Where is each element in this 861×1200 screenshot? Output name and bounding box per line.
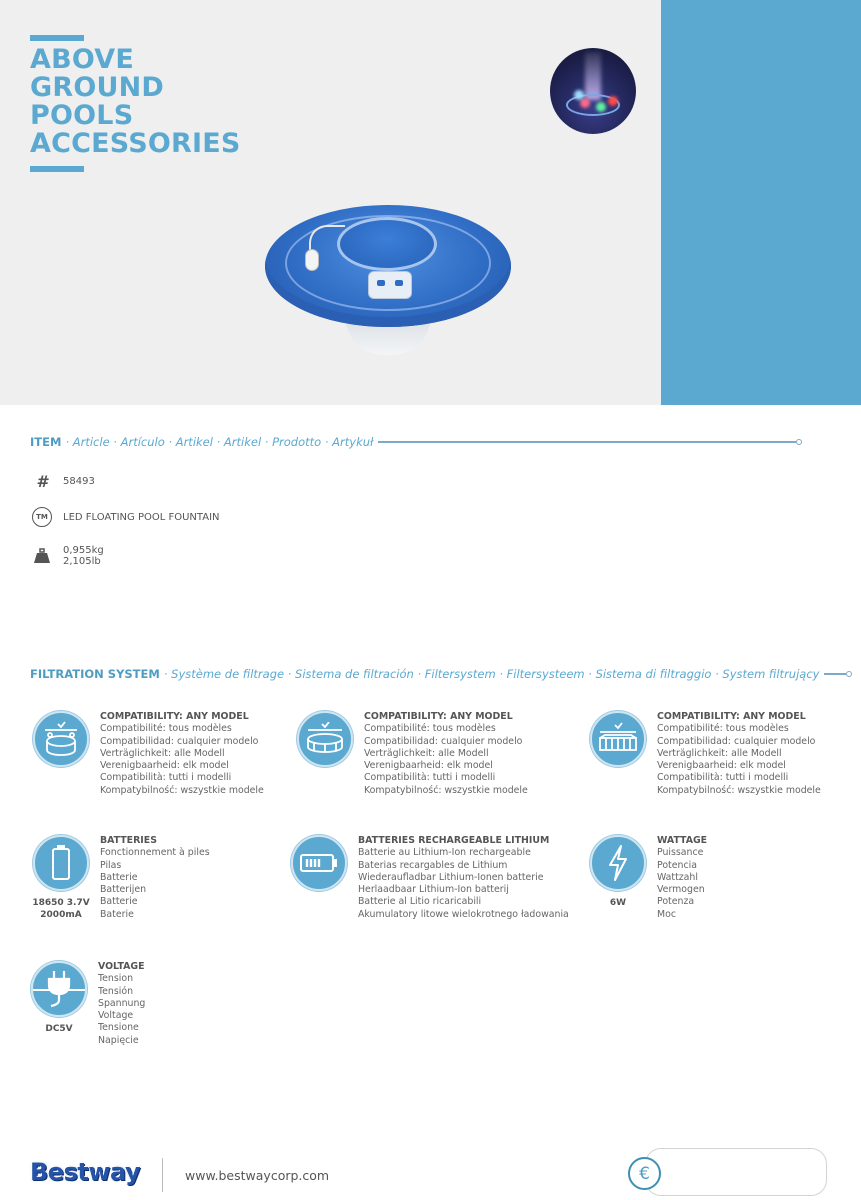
product-image <box>265 205 511 355</box>
page-title <box>30 46 241 158</box>
website-link[interactable]: www.bestwaycorp.com <box>185 1168 330 1183</box>
trademark-icon: TM <box>32 507 52 527</box>
plug-icon <box>31 961 87 1017</box>
spec-compatibility-round-frame <box>296 711 528 797</box>
lightning-icon <box>590 835 646 891</box>
heading-strong: FILTRATION SYSTEM <box>30 667 160 681</box>
footer-divider <box>162 1158 163 1192</box>
title-line: ACCESSORIES <box>30 128 241 159</box>
spec-text: VOLTAGE Tension Tensión Spannung Voltage Tensione Napięcie <box>98 961 146 1046</box>
spec-compatibility-inflatable <box>32 711 264 797</box>
weight-icon <box>31 546 53 566</box>
hash-icon: # <box>36 471 48 491</box>
heading-translations: · Système de filtrage · Sistema de filtración · Filtersystem · Filtersysteem · Sistema di filtraggio · System filtrujący <box>163 667 820 681</box>
spec-text: COMPATIBILITY: ANY MODEL Compatibilité: tous modèles Compatibilidad: cualquier modelo Verträglichkeit: alle Modell Verenigbaarheid: elk model Compatibilità: tutti i modelli Kompatybilność: wszystkie modele <box>657 711 821 796</box>
hero-blue-panel <box>661 0 861 405</box>
battery-value: 18650 3.7V 2000mA <box>32 898 90 920</box>
battery-icon <box>33 835 89 891</box>
item-weight <box>63 545 104 567</box>
spec-text: COMPATIBILITY: ANY MODEL Compatibilité: tous modèles Compatibilidad: cualquier modelo Verträglichkeit: alle Modell Verenigbaarheid: elk model Compatibilità: tutti i modelli Kompatybilność: wszystkie modele <box>100 711 264 796</box>
price-field <box>645 1148 827 1196</box>
spec-rechargeable-lithium <box>290 835 569 921</box>
spec-text: BATTERIES RECHARGEABLE LITHIUM Batterie au Lithium-Ion rechargeable Baterias recargables de Lithium Wiederaufladbar Lithium-Ionen batterie Herlaadbaar Lithium-Ion batterij Batterie al Litio ricaricabili Akumulatory litowe wielokrotnego ładowania <box>358 835 569 920</box>
spec-wattage <box>589 835 707 921</box>
heading-rule-end <box>846 671 852 677</box>
inflatable-pool-compat-icon <box>33 711 89 767</box>
heading-translations: · Article · Artículo · Artikel · Artikel · Prodotto · Artykuł <box>65 435 374 449</box>
title-line: ABOVE <box>30 44 135 75</box>
euro-icon: € <box>628 1157 661 1190</box>
rectangular-frame-pool-compat-icon <box>590 711 646 767</box>
spec-text: COMPATIBILITY: ANY MODEL Compatibilité: tous modèles Compatibilidad: cualquier modelo Verträglichkeit: alle Modell Verenigbaarheid: elk model Compatibilità: tutti i modelli Kompatybilność: wszystkie modele <box>364 711 528 796</box>
fountain-thumbnail-image <box>550 48 636 134</box>
heading-rule <box>378 441 796 443</box>
item-number: 58493 <box>63 475 95 487</box>
item-section-heading <box>30 435 802 449</box>
heading-rule <box>824 673 846 675</box>
item-number-row <box>31 471 95 491</box>
weight-lb: 2,105lb <box>63 556 101 567</box>
spec-voltage <box>30 961 145 1047</box>
spec-compatibility-rect-frame <box>589 711 821 797</box>
heading-strong: ITEM <box>30 435 62 449</box>
wattage-value: 6W <box>609 898 627 908</box>
title-line: POOLS <box>30 100 134 131</box>
spec-text: BATTERIES Fonctionnement à piles Pilas Batterie Batterijen Batterie Baterie <box>100 835 210 920</box>
title-top-bar <box>30 35 84 41</box>
item-weight-row <box>31 545 104 567</box>
heading-rule-end <box>796 439 802 445</box>
filtration-section-heading <box>30 667 852 681</box>
item-name: LED FLOATING POOL FOUNTAIN <box>63 511 220 523</box>
spec-batteries <box>32 835 210 921</box>
spec-text: WATTAGE Puissance Potencia Wattzahl Vermogen Potenza Moc <box>657 835 708 920</box>
rechargeable-battery-icon <box>291 835 347 891</box>
bestway-logo: Bestway <box>30 1158 141 1186</box>
weight-kg: 0,955kg <box>63 545 104 556</box>
title-line: GROUND <box>30 72 165 103</box>
voltage-value: DC5V <box>45 1024 73 1034</box>
item-name-row <box>31 507 220 527</box>
round-frame-pool-compat-icon <box>297 711 353 767</box>
title-bottom-bar <box>30 166 84 172</box>
